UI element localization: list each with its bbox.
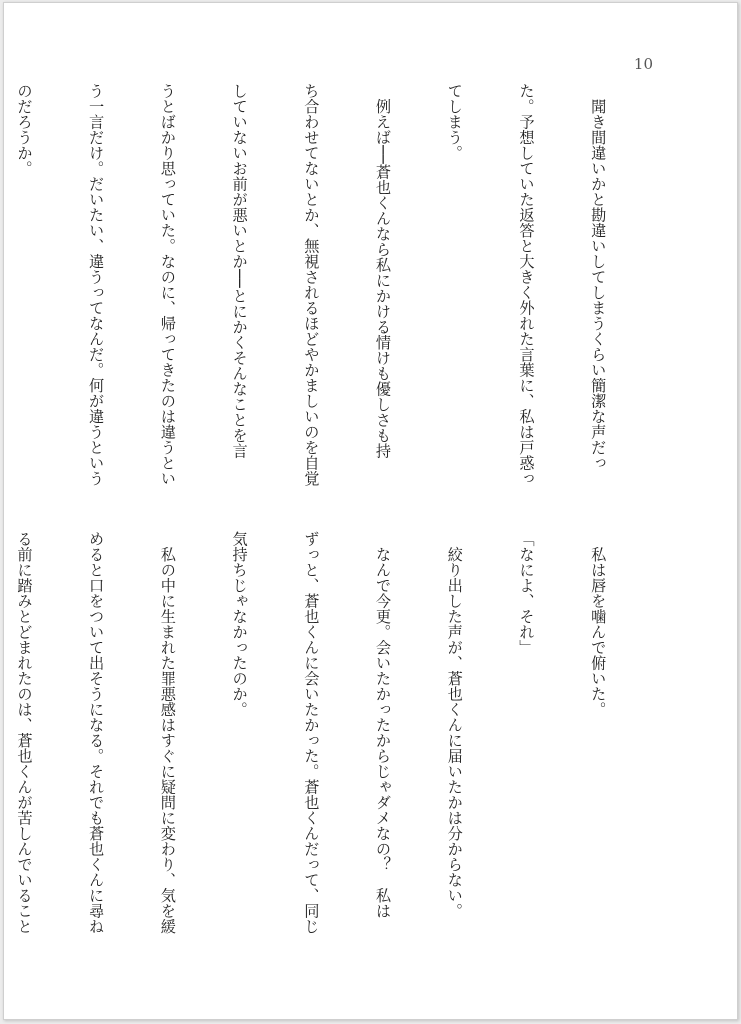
- text-line: ずっと、蒼也くんに会いたかった。蒼也くんだって、同じ: [302, 531, 321, 934]
- page-number: 10: [633, 55, 653, 73]
- text-block-top: [15, 83, 657, 503]
- text-line: うとばかり思っていた。なのに、帰ってきたのは違うとい: [158, 83, 177, 486]
- text-line: る前に踏みとどまれたのは、蒼也くんが苦しんでいること: [15, 531, 34, 934]
- text-line: 絞り出した声が、蒼也くんに届いたかは分からない。: [445, 531, 464, 919]
- text-line: 「なによ、それ」: [517, 531, 536, 655]
- text-line: ち合わせてないとか、無視されるほどやかましいのを自覚: [302, 83, 321, 486]
- text-block-bottom: [15, 531, 657, 951]
- text-line: のだろうか。: [15, 83, 34, 176]
- text-line: た。予想していた返答と大きく外れた言葉に、私は戸惑っ: [517, 83, 536, 486]
- document-page: [3, 2, 738, 1020]
- text-line: めると口をついて出そうになる。それでも蒼也くんに尋ね: [87, 531, 106, 934]
- text-line: 私は唇を噛んで俯いた。: [589, 531, 608, 717]
- text-line: 聞き間違いかと勘違いしてしまうくらい簡潔な声だっ: [589, 83, 608, 471]
- text-line: う一言だけ。だいたい、違うってなんだ。何が違うという: [87, 83, 106, 486]
- text-line: 例えば──蒼也くんなら私にかける情けも優しさも持: [374, 83, 393, 459]
- text-line: していないお前が悪いとか──とにかくそんなことを言: [230, 83, 249, 459]
- text-line: 気持ちじゃなかったのか。: [230, 531, 249, 717]
- text-line: なんで今更。会いたかったからじゃダメなの？ 私は: [374, 531, 393, 919]
- text-line: 私の中に生まれた罪悪感はすぐに疑問に変わり、気を緩: [158, 531, 177, 934]
- text-line: てしまう。: [445, 83, 464, 161]
